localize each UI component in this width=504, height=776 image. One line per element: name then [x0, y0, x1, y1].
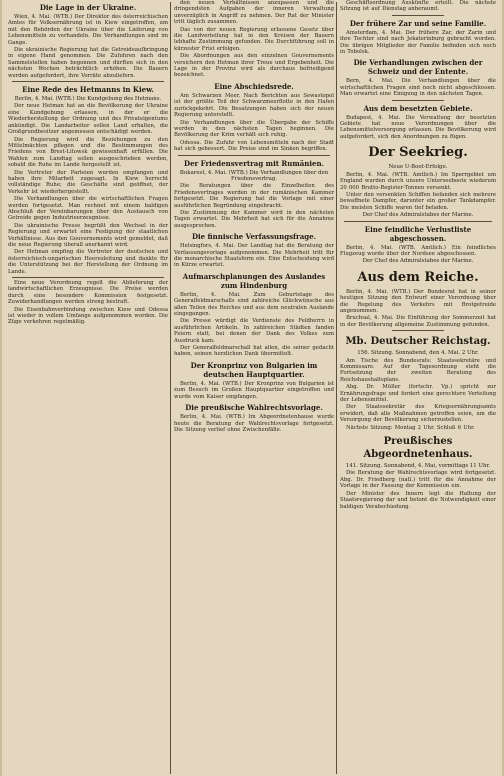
article-paragraph: Die Regierung wird die Beziehungen zu den Mittelmächten pflegen und die Bestimmungen des Friedens von Brest-Litowsk gewissenhaft erfüllen. Die Wahlen zum Landtag sollen ausgeschrieben werden, sobald die Ruhe im Lande hergestellt ist. [8, 136, 168, 169]
section-divider [12, 277, 164, 278]
article-paragraph: Nächste Sitzung: Montag 2 Uhr. Schluß 6 Uhr. [346, 424, 475, 431]
article-headline: Die Lage in der Ukraine. [39, 3, 137, 12]
article-paragraph: Die Eisenbahnverbindung zwischen Kiew und Odessa ist wieder in vollem Umfange aufgenommen worden. Die Züge verkehren regelmäßig. [8, 306, 168, 326]
newspaper-page [2, 0, 502, 776]
article-body [340, 470, 496, 509]
article-paragraph: Helsingfors, 4. Mai. Der Landtag hat die Beratung der Verfassungsvorlage aufgenommen. Die Mehrheit tritt für die monarchische Staatsform ein. Eine Entscheidung wird in Kürze erwartet. [174, 243, 334, 269]
article-headline: Mb. Deutscher Reichstag. [345, 336, 491, 348]
article-headline: Der Friedensvertrag mit Rumänien. [184, 158, 324, 168]
article-paragraph: Bern, 4. Mai. Die Verhandlungen über die wirtschaftlichen Fragen sind noch nicht abgeschlossen. Man erwartet eine Einigung in den nächsten Tagen. [340, 78, 496, 98]
article-paragraph: Der neue Hetman hat an die Bevölkerung der Ukraine eine Kundgebung erlassen, in der er die Wiederherstellung der Ordnung und des Privateigentums ankündigt. Die Landarbeiter sollen Land erhalten, die Großgrundbesitzer angemessen entschädigt werden. [8, 103, 168, 136]
column-rule [336, 2, 337, 774]
section-divider [12, 81, 164, 82]
article-paragraph: Das von der neuen Regierung erlassene Gesetz über die Landverteilung hat in den Kreisen der Bauern lebhafte Zustimmung gefunden. Die Durchführung soll in kürzester Frist erfolgen. [174, 26, 334, 52]
article-headline: Aus dem besetzten Gebiete. [363, 103, 473, 113]
article-headline: Die preußische Wahlrechtsvorlage. [185, 403, 323, 413]
column-rule [170, 2, 171, 774]
article-paragraph: Bruchsal, 4. Mai. Die Einführung der Sommerzeit hat in der Bevölkerung allgemeine Zustimmung gefunden. [340, 315, 496, 328]
article-headline: Aus dem Reiche. [357, 269, 479, 285]
article-paragraph: Der Minister des Innern legt die Haltung der Staatsregierung dar und betont die Notwendigkeit einer baldigen Verabschiedung. [340, 490, 496, 510]
article-paragraph: Berlin, 4. Mai. (WTB.) Der Bundesrat hat in seiner heutigen Sitzung den Entwurf einer Verordnung über die Regelung des Verkehrs mit Brotgetreide angenommen. [340, 288, 496, 314]
article-dateline: Der Chef des Admiralstabes der Marine. [362, 258, 474, 265]
article-body [174, 381, 334, 400]
article-paragraph: Berlin, 4. Mai. (WTB.) Im Abgeordnetenhause wurde heute die Beratung der Wahlrechtsvorlage fortgesetzt. Die Sitzung verlief ohne Zwischenfälle. [174, 414, 334, 433]
article-paragraph: Berlin, 4. Mai. Zum Geburtstage des Generalfeldmarschalls sind zahlreiche Glückwünsche aus allen Teilen des Reiches und aus dem neutralen Auslande eingegangen. [174, 291, 334, 318]
article-body [8, 14, 168, 79]
article-headline: Die Verhandlungen zwischen der Schweiz und der Entente. [353, 58, 483, 77]
article-dateline: Bukarest, 4. Mai. (WTB.) Die Verhandlungen über den Friedensvertrag. [179, 169, 329, 182]
article-paragraph: Abg. Dr. Müller (fortschr. Vp.) spricht zur Ernährungsfrage und fordert eine gerechtere Verteilung der Lebensmittel. [340, 384, 496, 404]
section-divider [178, 155, 330, 156]
article-paragraph: Die Presse würdigt die Verdienste des Feldherrn in ausführlichen Artikeln. In zahlreichen Städten fanden Feiern statt, bei denen der Dank des Volkes zum Ausdruck kam. [174, 318, 334, 344]
column-right [340, 0, 496, 776]
article-body [174, 93, 334, 153]
article-paragraph: Der Staatssekretär des Kriegsernährungsamts erwidert, daß alle Maßnahmen getroffen seien, um die Versorgung der Bevölkerung sicherzustellen. [340, 404, 496, 424]
article-body [174, 243, 334, 269]
article-headline: Die finnische Verfassungsfrage. [191, 232, 317, 242]
article-body [340, 30, 496, 56]
article-paragraph: Die Beratung der Wahlrechtsvorlage wird fortgesetzt. Abg. Dr. Friedberg (natl.) tritt für die Annahme der Vorlage in der Fassung der Kommission ein. [340, 470, 496, 490]
article-body [340, 115, 496, 141]
column-left [8, 0, 168, 776]
article-paragraph: Die Verhandlungen über die Übergabe der Schiffe werden in den nächsten Tagen beginnen. Die Bevölkerung der Krim verhält sich ruhig. [174, 119, 334, 139]
column-middle [174, 0, 334, 776]
article-headline: Der frühere Zar und seine Familie. [349, 18, 487, 28]
article-paragraph: Der Generalfeldmarschall hat allen, die seiner gedacht haben, seinen herzlichen Dank übermittelt. [174, 345, 334, 358]
article-paragraph: Odessa. Die Zufuhr von Lebensmitteln nach der Stadt hat sich gebessert. Die Preise sind im Sinken begriffen. [174, 139, 334, 153]
article-paragraph: Die ukrainische Regierung hat die Getreideaufbringung in eigene Hand genommen. Die Zufuhren nach den Sammelstellen haben begonnen und dürften sich in den nächsten Wochen beträchtlich erhöhen. Die Bauern werden aufgefordert, ihre Vorräte abzuliefern. [8, 47, 168, 79]
article-dateline: 141. Sitzung. Sonnabend, 4. Mai, vormittags 11 Uhr. [345, 463, 491, 470]
article-headline: Eine Abschiedsrede. [214, 81, 294, 91]
section-divider [392, 15, 444, 16]
article-paragraph: Die Verhandlungen über die wirtschaftlichen Fragen werden fortgesetzt. Man rechnet mit einem baldigen Abschluß der Vereinbarungen über den Austausch von Getreide gegen Industrieerzeugnisse. [8, 196, 168, 222]
article-body [174, 183, 334, 229]
article-body [8, 280, 168, 326]
article-paragraph: Berlin, 4. Mai. (WTB.) Der Kronprinz von Bulgarien ist zum Besuch im Großen Hauptquartier eingetroffen und wurde vom Kaiser empfangen. [174, 380, 334, 400]
article-headline: Der Kronprinz von Bulgarien im deutschen Hauptquartier. [190, 360, 318, 379]
article-body [340, 289, 496, 328]
article-body [174, 292, 334, 358]
article-paragraph: Geschäftsordnung Auskünfte erteilt. Die nächste Sitzung ist auf Dienstag anberaumt. [340, 0, 496, 13]
article-body [340, 172, 496, 211]
article-dateline: Berlin, 4. Mai. (WTB.) Die Kundgebung des Hetmans. [14, 96, 162, 103]
article-body [8, 103, 168, 275]
section-divider [392, 330, 444, 331]
article-paragraph: Die Abordnungen aus den einzelnen Gouvernements versichern den Hetman ihrer Treue und Ergebenheit. Die Lage in der Provinz wird als durchaus befriedigend bezeichnet. [174, 53, 334, 79]
article-headline: Eine feindliche Verlustliste abgeschossen. [364, 224, 472, 243]
article-paragraph: Die Zustimmung der Kammer wird in den nächsten Tagen erwartet. Die Mehrheit hat sich für die Annahme ausgesprochen. [174, 209, 334, 229]
section-divider [392, 100, 444, 101]
article-paragraph: Eine neue Verordnung regelt die Ablieferung der landwirtschaftlichen Erzeugnisse. Die Preise werden durch eine besondere Kommission festgesetzt. Zuwiderhandlungen werden streng bestraft. [8, 280, 168, 306]
article-headline: Eine Rede des Hetmanns in Kiew. [22, 85, 154, 95]
article-paragraph: Die Vertreter der Parteien wurden empfangen und haben ihre Mitarbeit zugesagt. In Kiew herrscht vollständige Ruhe; die Geschäfte sind geöffnet, der Verkehr ist wiederhergestellt. [8, 169, 168, 195]
article-dateline: 156. Sitzung. Sonnabend, den 4. Mai. 2 Uhr. [357, 350, 479, 357]
article-paragraph: Die ukrainische Presse begrüßt den Wechsel in der Regierung und erwartet eine Festigung der staatlichen Verhältnisse. Aus den Gouvernements wird gemeldet, daß die neue Regierung überall anerkannt wird. [8, 222, 168, 248]
article-paragraph: den neuen Verhältnissen anzupassen und die dringendsten Aufgaben der inneren Verwaltung unverzüglich in Angriff zu nehmen. Der Rat der Minister tritt täglich zusammen. [174, 0, 334, 26]
article-body [340, 358, 496, 431]
article-body [340, 245, 496, 258]
article-paragraph: Am Schwarzen Meer. Nach Berichten aus Sewastopol ist der größte Teil der Schwarzmeerflotte in den Hafen zurückgekehrt. Die Besatzungen haben sich der neuen Regierung unterstellt. [174, 92, 334, 119]
article-dateline: Neue U-Boot-Erfolge. [388, 164, 448, 171]
article-dateline: Der Chef des Admiralstabes der Marine. [362, 212, 474, 219]
article-body [340, 0, 496, 13]
article-paragraph: Amsterdam, 4. Mai. Der frühere Zar, der Zarin und ihre Tochter sind nach Jekaterinburg gebracht worden. Die übrigen Mitglieder der Familie befinden sich noch in Tobolsk. [340, 29, 496, 56]
article-paragraph: Berlin, 4. Mai. (WTB. Amtlich.) Ein feindliches Flugzeug wurde über der Nordsee abgeschossen. [340, 244, 496, 257]
article-headline: Der Seekrieg. [368, 145, 468, 161]
article-headline: Aufmarschplanungen des Auslandes zum Hindenburg [182, 271, 326, 290]
article-paragraph: Der Hetman empfing die Vertreter der deutschen und österreichisch-ungarischen Heeresleitung und dankte für die Unterstützung bei der Herstellung der Ordnung im Lande. [8, 249, 168, 275]
article-paragraph: Wien, 4. Mai. (WTB.) Der Direktor des österreichischen Amtes für Volksernährung ist in Kiew eingetroffen, um mit den Behörden der Ukraine über die Lieferung von Lebensmitteln zu verhandeln. Die Verhandlungen sind im Gange. [8, 14, 168, 46]
article-body [340, 78, 496, 97]
article-body [174, 414, 334, 433]
article-paragraph: Berlin, 4. Mai. (WTB. Amtlich.) Im Sperrgebiet um England wurden durch unsere Unterseeboote wiederum 20 000 Brutto-Register-Tonnen versenkt. [340, 171, 496, 191]
article-paragraph: Budapest, 4. Mai. Die Verwaltung der besetzten Gebiete hat neue Verordnungen über die Lebensmittelversorgung erlassen. Die Bevölkerung wird aufgefordert, sich den Anordnungen zu fügen. [340, 114, 496, 140]
section-divider [344, 221, 492, 222]
article-headline: Preußisches Abgeordnetenhaus. [363, 436, 473, 461]
article-paragraph: Die Beratungen über die Einzelheiten des Friedensvertrages werden in der rumänischen Kammer fortgesetzt. Die Regierung hat die Vorlage mit einer ausführlichen Begründung eingebracht. [174, 183, 334, 209]
article-paragraph: Unter den versenkten Schiffen befanden sich mehrere bewaffnete Dampfer, darunter ein großer Tankdampfer. Die meisten Schiffe waren tief beladen. [340, 191, 496, 211]
article-body [174, 0, 334, 79]
article-paragraph: Am Tische des Bundesrats: Staatssekretäre und Kommissare. Auf der Tagesordnung steht die Fortsetzung der zweiten Beratung des Reichshaushaltsplans. [340, 357, 496, 383]
